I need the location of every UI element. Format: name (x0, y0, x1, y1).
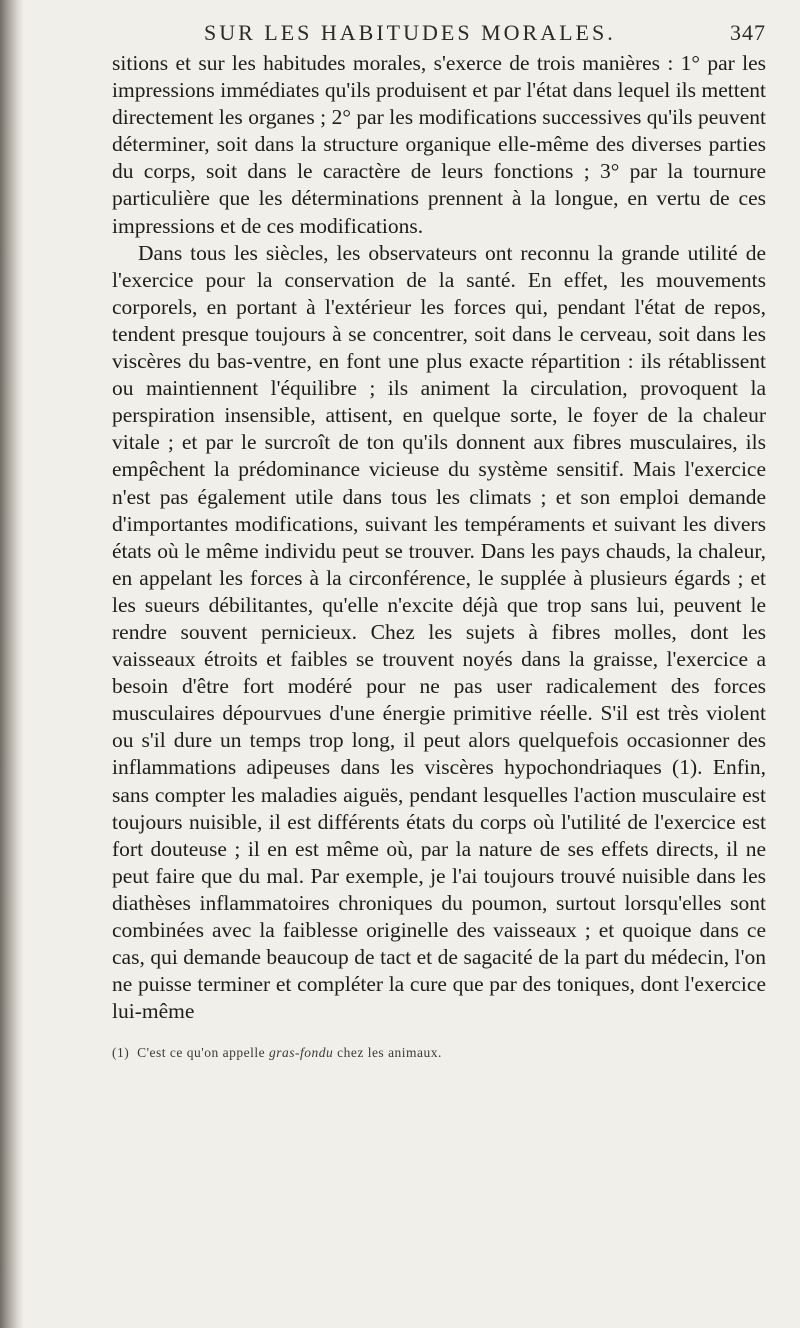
footnote (112, 1045, 766, 1061)
footnote-mark: (1) (112, 1045, 130, 1061)
paragraph-exercise: Dans tous les siècles, les observateurs ont reconnu la grande utilité de l'exercice pour la conservation de la santé. En effet, les mouvements corporels, en portant à l'extérieur les forces qui, pendant l'état de repos, tendent presque toujours à se concentrer, soit dans le cerveau, soit dans les viscères du bas-ventre, en font une plus exacte répartition : ils rétablissent ou maintiennent l'équilibre ; ils animent la circulation, provoquent la perspiration insensible, attisent, en quelque sorte, le foyer de la chaleur vitale ; et par le surcroît de ton qu'ils donnent aux fibres musculaires, ils empêchent la prédominance vicieuse du système sensitif. Mais l'exercice n'est pas également utile dans tous les climats ; et son emploi demande d'importantes modifications, suivant les tempéraments et suivant les divers états où le même individu peut se trouver. Dans les pays chauds, la chaleur, en appelant les forces à la circonférence, le supplée à plusieurs égards ; et les sueurs débilitantes, qu'elle n'excite déjà que trop sans lui, peuvent le rendre souvent pernicieux. Chez les sujets à fibres molles, dont les vaisseaux étroits et faibles se trouvent noyés dans la graisse, l'exercice a besoin d'être fort modéré pour ne pas user radicalement des forces musculaires dépourvues d'une énergie primitive réelle. S'il est très violent ou s'il dure un temps trop long, il peut alors quelquefois occasionner des inflammations adipeuses dans les viscères hypochondriaques (1). Enfin, sans compter les maladies aiguës, pendant lesquelles l'action musculaire est toujours nuisible, il est différents états du corps où l'utilité de l'exercice est fort douteuse ; il en est même où, par la nature de ses effets directs, il ne peut faire que du mal. Par exemple, je l'ai toujours trouvé nuisible dans les diathèses inflammatoires chroniques du poumon, surtout lorsqu'elles sont combinées avec la faiblesse originelle des vaisseaux ; et quoique dans ce cas, qui demande beaucoup de tact et de sagacité de la part du médecin, l'on ne puisse terminer et compléter la cure que par des toniques, dont l'exercice lui-même (112, 240, 766, 1024)
page-binding-edge (0, 0, 24, 1328)
footnote-text-after: chez les animaux. (337, 1045, 442, 1061)
page-number: 347 (730, 20, 766, 45)
page-body (112, 50, 766, 1025)
running-header (204, 20, 766, 46)
paragraph-continued: sitions et sur les habitudes morales, s'exerce de trois manières : 1° par les impressions immédiates qu'ils produisent et par l'état dans lequel ils mettent directement les organes ; 2° par les modifications successives qu'ils peuvent déterminer, soit dans la structure organique elle-même des diverses parties du corps, soit dans le caractère de leurs fonctions ; 3° par la tournure particulière que les déterminations prennent à la longue, en vertu de ces impressions et de ces modifications. (112, 51, 766, 238)
running-title: SUR LES HABITUDES MORALES. (204, 20, 616, 45)
footnote-emphasis: gras-fondu (268, 1045, 334, 1061)
footnote-text-before: C'est ce qu'on appelle (137, 1045, 266, 1061)
